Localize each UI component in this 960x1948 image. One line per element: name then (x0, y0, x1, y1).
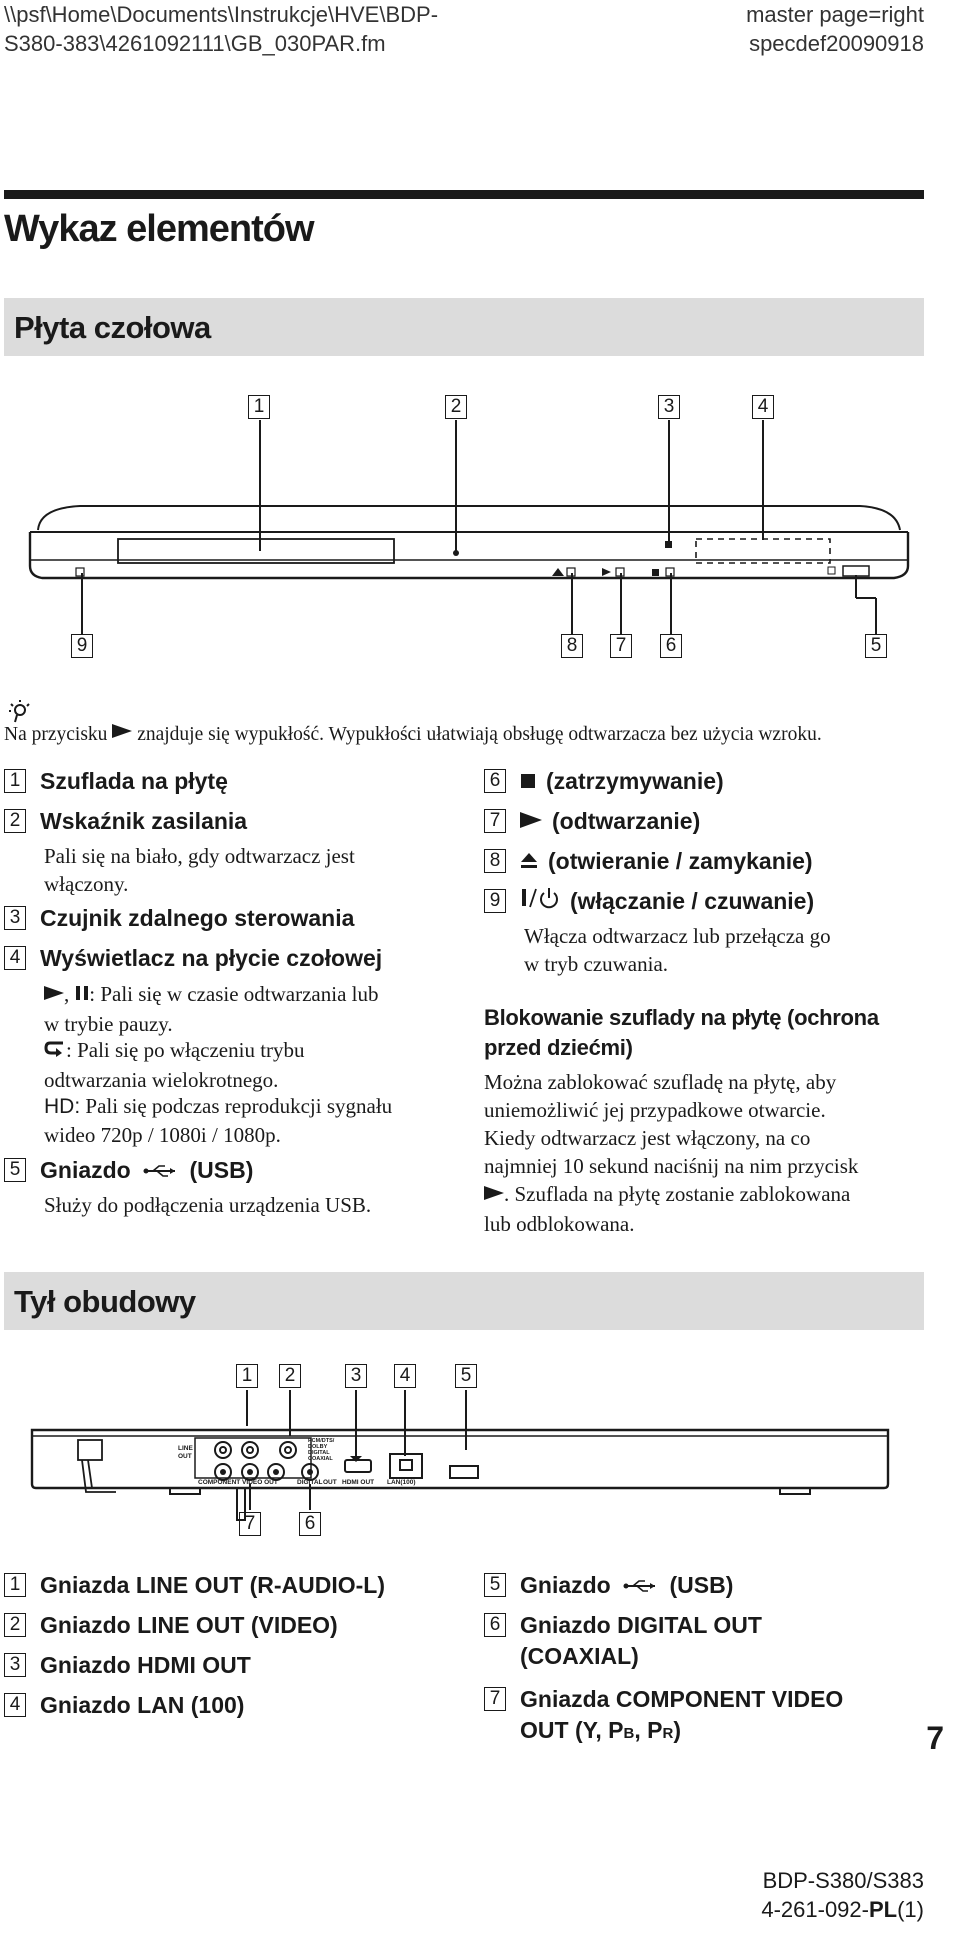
rear-callout-3: 3 (345, 1364, 367, 1388)
label-lan: LAN(100) (387, 1479, 416, 1486)
rear-callout-1: 1 (236, 1364, 258, 1388)
play-icon (520, 806, 552, 836)
top-rule (4, 190, 924, 199)
front-item-1: 1 Szuflada na płytę (4, 766, 228, 796)
callout-2: 2 (445, 395, 467, 419)
master-page-info (746, 0, 924, 58)
label-pcm4: COAXIAL (308, 1456, 333, 1462)
rear-item-1: 1 Gniazda LINE OUT (R-AUDIO-L) (4, 1570, 385, 1600)
usb-icon (617, 1570, 663, 1600)
label-component: COMPONENT VIDEO OUT (198, 1479, 278, 1486)
rear-callout-5: 5 (455, 1364, 477, 1388)
label-pcm2: DOLBY (308, 1444, 328, 1450)
front-item-6: 6 (zatrzymywanie) (484, 766, 724, 798)
rear-item-2: 2 Gniazdo LINE OUT (VIDEO) (4, 1610, 338, 1640)
pause-icon (69, 980, 89, 1008)
front-item-4: 4 Wyświetlacz na płycie czołowej (4, 943, 382, 973)
rear-callout-4: 4 (394, 1364, 416, 1388)
tip-text: Na przycisku znajduje się wypukłość. Wypukłości ułatwiają obsługę odtwarzacza bez użycia wzroku. (4, 722, 822, 749)
callout-4: 4 (752, 395, 774, 419)
file-path-line2: S380-383\4261092111\GB_030PAR.fm (4, 31, 386, 56)
rear-callout-7: 7 (239, 1512, 261, 1536)
child-lock-text: Można zablokować szufladę na płytę, aby uniemożliwić jej przypadkowe otwarcie. Kiedy odtwarzacz jest włączony, na co najmniej 10 sekund naciśnij na nim przycisk . Szuflada na płytę zostanie zablokowana lub odblokowana. (484, 1070, 859, 1237)
front-item-2-desc: Pali się na biało, gdy odtwarzacz jest włączony. (44, 844, 355, 896)
rear-item-6: 6 Gniazdo DIGITAL OUT (484, 1610, 762, 1640)
label-out: OUT (178, 1453, 192, 1460)
front-item-2: 2 Wskaźnik zasilania (4, 806, 247, 836)
footer-model: BDP-S380/S383 (762, 1868, 924, 1893)
callout-9: 9 (71, 634, 93, 658)
front-item-5: 5 Gniazdo (USB) (4, 1155, 253, 1187)
display-hd-desc: HD: Pali się podczas reprodukcji sygnału wideo 720p / 1080i / 1080p. (44, 1094, 393, 1147)
front-item-5-desc: Służy do podłączenia urządzenia USB. (44, 1193, 372, 1217)
label-pcm1: PCM/DTS/ (308, 1438, 335, 1444)
label-digital: DIGITAL (297, 1479, 323, 1486)
page-title: Wykaz elementów (4, 208, 314, 250)
callout-1: 1 (248, 395, 270, 419)
rear-item-4: 4 Gniazdo LAN (100) (4, 1690, 244, 1720)
master-line1: master page=right (746, 2, 924, 27)
label-line: LINE (178, 1445, 193, 1452)
play-icon (484, 1180, 504, 1208)
master-line2: specdef20090918 (749, 31, 924, 56)
eject-icon (520, 846, 548, 876)
callout-3: 3 (658, 395, 680, 419)
file-path (4, 0, 524, 58)
label-hdmi: HDMI OUT (342, 1479, 375, 1486)
display-repeat-desc: : Pali się po włączeniu trybu odtwarzania wielokrotnego. (44, 1038, 305, 1093)
stop-icon (520, 766, 546, 796)
label-pcm3: DIGITAL (308, 1450, 330, 1456)
front-item-7: 7 (odtwarzanie) (484, 806, 700, 838)
callout-5: 5 (865, 634, 887, 658)
front-panel-diagram (20, 390, 920, 680)
page-number: 7 (926, 1720, 944, 1756)
rear-item-7: 7 Gniazda COMPONENT VIDEO (484, 1684, 843, 1714)
child-lock-heading: Blokowanie szuflady na płytę (ochrona przed dziećmi) (484, 1005, 879, 1060)
section-band-front (4, 298, 924, 356)
callout-7: 7 (610, 634, 632, 658)
rear-item-5: 5 Gniazdo (USB) (484, 1570, 733, 1602)
rear-item-6-line2: (COAXIAL) (520, 1643, 639, 1669)
label-out2: OUT (323, 1479, 337, 1486)
play-icon (44, 980, 64, 1008)
section-band-rear (4, 1272, 924, 1330)
callout-6: 6 (660, 634, 682, 658)
usb-icon (137, 1155, 183, 1185)
hd-label: HD: (44, 1095, 81, 1118)
front-item-3: 3 Czujnik zdalnego sterowania (4, 903, 354, 933)
rear-item-3: 3 Gniazdo HDMI OUT (4, 1650, 251, 1680)
footer-code: 4-261-092-PL(1) (761, 1897, 924, 1922)
front-item-9: 9 (włączanie / czuwanie) (484, 886, 814, 918)
tip-icon (6, 698, 30, 724)
rear-callout-6: 6 (299, 1512, 321, 1536)
rear-callout-2: 2 (279, 1364, 301, 1388)
rear-panel-diagram (20, 1360, 920, 1570)
display-play-pause-desc: , : Pali się w czasie odtwarzania lub w trybie pauzy. (44, 982, 379, 1037)
rear-item-7-line2: OUT (Y, PB, PR) (520, 1717, 681, 1743)
front-item-9-desc: Włącza odtwarzacz lub przełącza go w tryb czuwania. (524, 924, 831, 976)
callout-8: 8 (561, 634, 583, 658)
section-heading-rear: Tył obudowy (14, 1284, 196, 1319)
file-path-line1: \\psf\Home\Documents\Instrukcje\HVE\BDP- (4, 2, 439, 27)
section-heading-front: Płyta czołowa (14, 310, 211, 345)
power-icon (520, 886, 570, 916)
front-item-8: 8 (otwieranie / zamykanie) (484, 846, 813, 878)
play-icon (112, 721, 132, 747)
repeat-icon (44, 1036, 66, 1064)
